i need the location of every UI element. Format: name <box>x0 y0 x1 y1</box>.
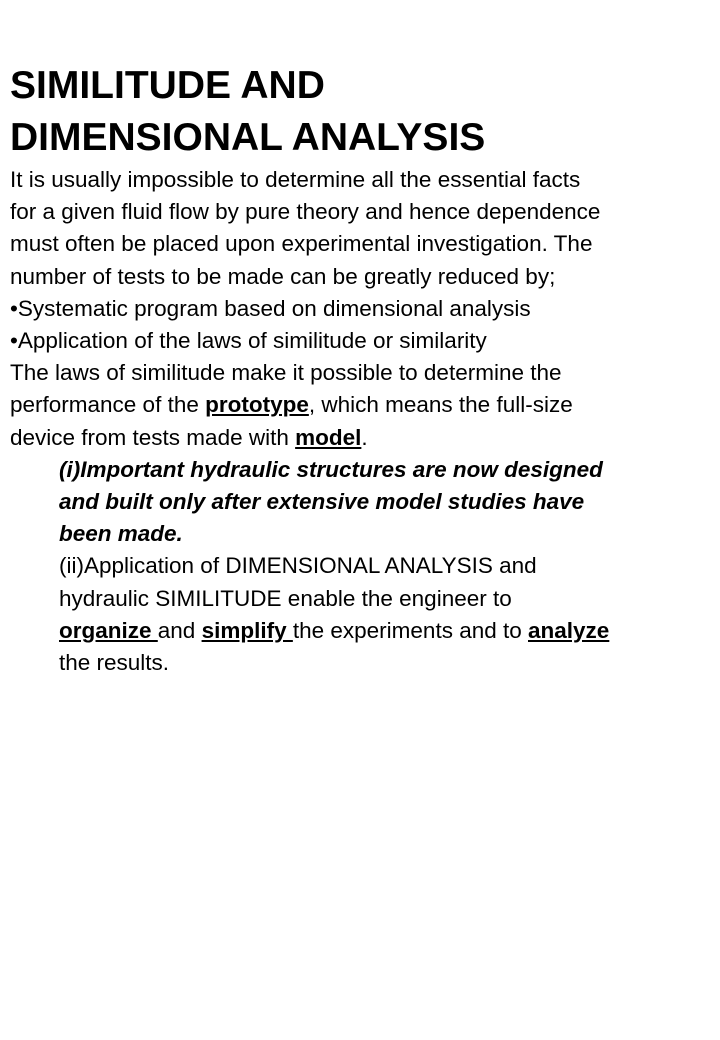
title-line-2: DIMENSIONAL ANALYSIS <box>10 116 486 159</box>
point-i-line-1: (i)Important hydraulic structures are now designed <box>59 456 603 482</box>
point-ii-line-4: the results. <box>59 650 170 676</box>
bullet-item: •Systematic program based on dimensional analysis <box>10 295 531 321</box>
prototype-keyword: prototype <box>205 392 309 418</box>
bullet-list <box>10 293 716 357</box>
intro-line-4: number of tests to be made can be greatly reduced by; <box>10 263 556 289</box>
bullet-item: •Application of the laws of similitude or similarity <box>10 328 487 354</box>
laws-line-3 <box>10 422 716 454</box>
point-ii-line-3 <box>59 615 716 647</box>
laws-paragraph <box>10 357 716 454</box>
intro-line-3: must often be placed upon experimental investigation. The <box>10 231 593 257</box>
analyze-keyword: analyze <box>528 617 610 643</box>
point-ii-text: the experiments and to <box>292 617 528 643</box>
organize-keyword: organize <box>59 617 158 643</box>
slide-title <box>10 60 716 164</box>
laws-text: performance of the <box>10 392 206 418</box>
intro-line-2: for a given fluid flow by pure theory and hence dependence <box>10 199 601 225</box>
point-i-line-3: been made. <box>59 521 183 547</box>
point-ii <box>10 550 716 679</box>
laws-text: . <box>361 424 368 450</box>
simplify-keyword: simplify <box>201 617 293 643</box>
laws-text: , which means the full-size <box>308 392 573 418</box>
title-line-1: SIMILITUDE AND <box>10 64 325 107</box>
laws-line-2 <box>10 389 716 421</box>
intro-line-1: It is usually impossible to determine all the essential facts <box>10 167 581 192</box>
point-ii-line-1: (ii)Application of DIMENSIONAL ANALYSIS and <box>59 553 537 579</box>
model-keyword: model <box>295 424 362 450</box>
intro-paragraph <box>10 164 716 293</box>
point-ii-text: and <box>157 617 202 643</box>
point-ii-line-2: hydraulic SIMILITUDE enable the engineer to <box>59 585 512 611</box>
point-i-line-2: and built only after extensive model studies have <box>59 489 585 515</box>
laws-line-1: The laws of similitude make it possible to determine the <box>10 360 562 386</box>
laws-text: device from tests made with <box>10 424 296 450</box>
slide-content <box>10 60 716 679</box>
point-i <box>10 454 716 551</box>
